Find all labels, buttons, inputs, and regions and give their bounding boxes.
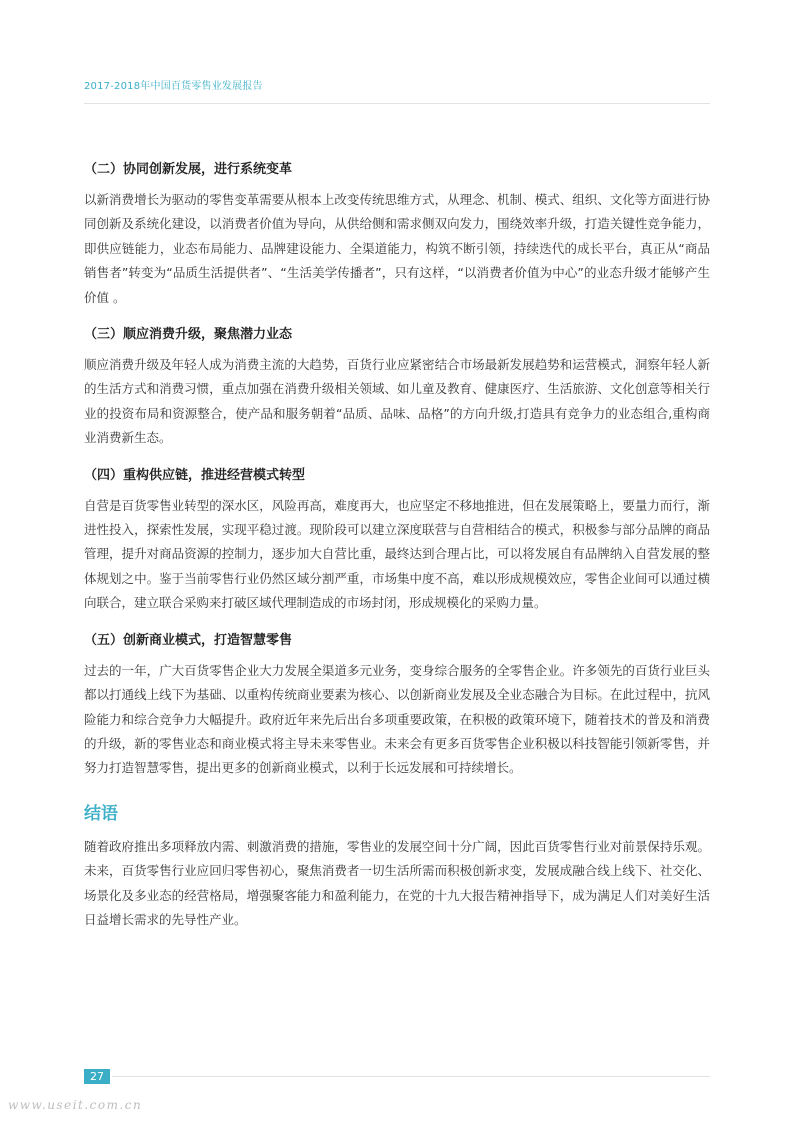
section-business-model [84, 631, 710, 781]
header-divider [84, 103, 710, 104]
footer-divider [112, 1076, 710, 1077]
section-conclusion [84, 801, 710, 933]
section-paragraph: 过去的一年，广大百货零售企业大力发展全渠道多元业务，变身综合服务的全零售企业。许多领先的百货行业巨头都以打通线上线下为基础、以重构传统商业要素为核心、以创新商业发展及全业态融合为目标。在此过程中，抗风险能力和综合竞争力大幅提升。政府近年来先后出台多项重要政策，在积极的政策环境下，随着技术的普及和消费的升级，新的零售业态和商业模式将主导未来零售业。未来会有更多百货零售企业积极以科技智能引领新零售，并努力打造智慧零售，提出更多的创新商业模式，以利于长远发展和可持续增长。 [84, 662, 710, 776]
running-header: 2017-2018年中国百货零售业发展报告 [84, 81, 263, 92]
section-consumption-upgrade [84, 325, 710, 451]
section-heading: （三）顺应消费升级，聚焦潜力业态 [84, 327, 293, 343]
section-supply-chain [84, 466, 710, 616]
section-heading: （五）创新商业模式，打造智慧零售 [84, 632, 293, 648]
conclusion-heading: 结语 [84, 803, 118, 824]
section-heading: （二）协同创新发展，进行系统变革 [84, 162, 293, 177]
section-heading: （四）重构供应链，推进经营模式转型 [84, 467, 306, 483]
watermark: www.useit.com.cn [8, 1098, 143, 1112]
section-paragraph: 顺应消费升级及年轻人成为消费主流的大趋势，百货行业应紧密结合市场最新发展趋势和运营模式，洞察年轻人新的生活方式和消费习惯，重点加强在消费升级相关领域、如儿童及教育、健康医疗、生活旅游、文化创意等相关行业的投资布局和资源整合，使产品和服务朝着“品质、品味、品格”的方向升级,打造具有竞争力的业态组合,重构商业消费新生态。 [84, 357, 710, 446]
conclusion-paragraph: 随着政府推出多项释放内需、刺激消费的措施，零售业的发展空间十分广阔，因此百货零售行业对前景保持乐观。未来，百货零售行业应回归零售初心，聚焦消费者一切生活所需而积极创新求变，发展成融合线上线下、社交化、场景化及多业态的经营格局，增强聚客能力和盈利能力，在党的十九大报告精神指导下，成为满足人们对美好生活日益增长需求的先导性产业。 [84, 838, 710, 927]
main-content [84, 160, 710, 947]
section-paragraph: 以新消费增长为驱动的零售变革需要从根本上改变传统思维方式，从理念、机制、模式、组织、文化等方面进行协同创新及系统化建设，以消费者价值为导向，从供给侧和需求侧双向发力，围绕效率升级，打造关键性竞争能力，即供应链能力，业态布局能力、品牌建设能力、全渠道能力，构筑不断引领，持续迭代的成长平台，真正从“商品销售者”转变为“品质生活提供者”、“生活美学传播者”，只有这样，“以消费者价值为中心”的业态升级才能够产生价值 。 [84, 192, 710, 305]
page-number: 27 [84, 1069, 110, 1084]
section-paragraph: 自营是百货零售业转型的深水区，风险再高，难度再大，也应坚定不移地推进，但在发展策略上，要量力而行，渐进性投入，探索性发展，实现平稳过渡。现阶段可以建立深度联营与自营相结合的模式，积极参与部分品牌的商品管理，提升对商品资源的控制力，逐步加大自营比重，最终达到合理占比，可以将发展自有品牌纳入自营发展的整体规划之中。鉴于当前零售行业仍然区域分割严重，市场集中度不高，难以形成规模效应，零售企业间可以通过横向联合，建立联合采购来打破区域代理制造成的市场封闭，形成规模化的采购力量。 [84, 497, 710, 611]
section-collaborative-innovation [84, 160, 710, 310]
